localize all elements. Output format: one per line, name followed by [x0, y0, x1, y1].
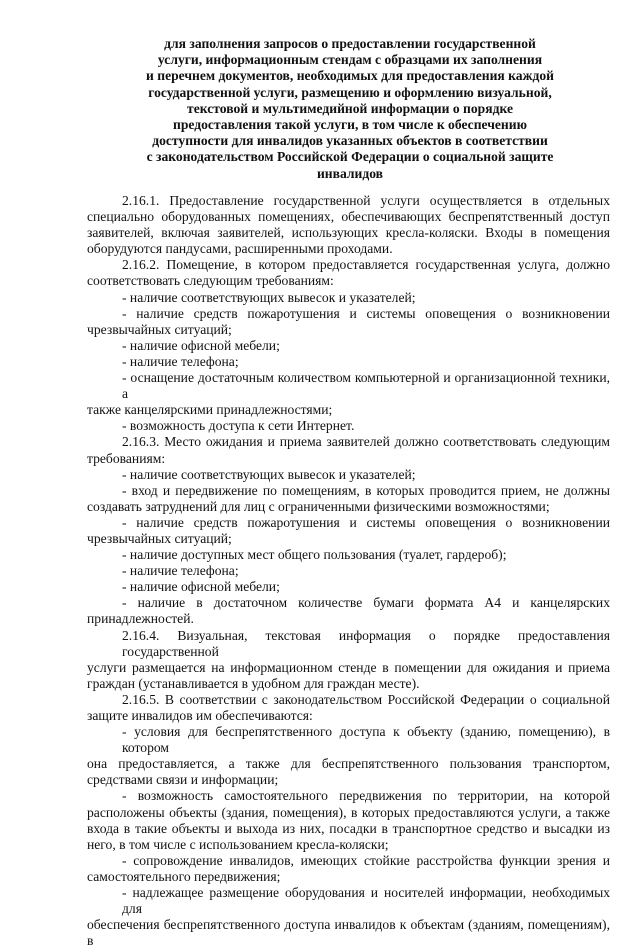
body-line: 2.16.4. Визуальная, текстовая информация о порядке предоставления государственной	[122, 627, 610, 659]
body-line: расположены объекты (здания, помещения), в которых предоставляются услуги, а также	[87, 804, 610, 820]
body-line: - наличие телефона;	[122, 353, 239, 369]
body-line: 2.16.3. Место ожидания и приема заявителей должно соответствовать следующим	[122, 434, 610, 450]
body-line: 2.16.1. Предоставление государственной услуги осуществляется в отдельных	[122, 193, 610, 208]
body-line: - наличие средств пожаротушения и системы оповещения о возникновении	[122, 305, 610, 321]
heading-line: предоставления такой услуги, в том числе к обеспечению	[173, 117, 527, 133]
body-line: - наличие офисной мебели;	[122, 579, 280, 595]
body-line: услуги размещается на информационном стенде в помещении для ожидания и приема	[87, 659, 610, 675]
body-line: чрезвычайных ситуаций;	[87, 530, 232, 546]
body-line: принадлежностей.	[87, 611, 194, 627]
body-line: защите инвалидов им обеспечиваются:	[87, 708, 313, 723]
body-line: входа в такие объекты и выхода из них, посадки в транспортное средство и высадки из	[87, 820, 610, 836]
body-line: 2.16.2. Помещение, в котором предоставляется государственная услуга, должно	[122, 257, 610, 273]
heading-line: государственной услуги, размещению и оформлению визуальной,	[148, 84, 552, 100]
body-line: самостоятельного передвижения;	[87, 868, 281, 884]
body-line: обеспечения беспрепятственного доступа инвалидов к объектам (зданиям, помещениям), в	[87, 917, 610, 949]
body-line: граждан (устанавливается в удобном для граждан месте).	[87, 675, 420, 691]
body-line: специально оборудованных помещениях, обеспечивающих беспрепятственный доступ	[87, 209, 610, 225]
body-line: - возможность доступа к сети Интернет.	[122, 418, 355, 434]
heading-line: доступности для инвалидов указанных объектов в соответствии	[152, 133, 548, 149]
body-line: - оснащение достаточным количеством компьютерной и организационной техники, а	[122, 370, 610, 402]
document-heading	[60, 36, 639, 182]
body-line: - наличие офисной мебели;	[122, 337, 280, 353]
body-line: - наличие телефона;	[122, 563, 239, 579]
heading-line: и перечнем документов, необходимых для предоставления каждой	[146, 68, 554, 84]
heading-line: с законодательством Российской Федерации о социальной защите	[146, 149, 554, 165]
body-line: она предоставляется, а также для беспрепятственного пользования транспортом,	[87, 756, 610, 772]
body-line: - наличие доступных мест общего пользования (туалет, гардероб);	[122, 547, 507, 563]
body-line: требованиям:	[87, 450, 166, 466]
body-line: - сопровождение инвалидов, имеющих стойкие расстройства функции зрения и	[122, 852, 610, 868]
body-line: - возможность самостоятельного передвижения по территории, на которой	[122, 788, 610, 804]
body-line: - наличие средств пожаротушения и системы оповещения о возникновении	[122, 514, 610, 530]
body-line: - условия для беспрепятственного доступа к объекту (зданию, помещению), в котором	[122, 724, 610, 756]
body-line: соответствовать следующим требованиям:	[87, 273, 334, 289]
heading-line: текстовой и мультимедийной информации о порядке	[187, 100, 513, 116]
body-line: заявителей, включая заявителей, использующих кресла-коляски. Входы в помещения	[87, 225, 610, 241]
body-line: 2.16.5. В соответствии с законодательством Российской Федерации о социальной	[122, 691, 610, 707]
body-line: создавать затруднений для лиц с ограниченными физическими возможностями;	[87, 498, 550, 514]
body-line: - наличие в достаточном количестве бумаги формата А4 и канцелярских	[122, 595, 610, 611]
body-line: - наличие соответствующих вывесок и указателей;	[122, 466, 416, 482]
body-line: средствами связи и информации;	[87, 772, 279, 788]
heading-line: для заполнения запросов о предоставлении государственной	[164, 36, 536, 51]
body-line: него, в том числе с использованием кресла-коляски;	[87, 836, 389, 852]
heading-line: услуги, информационным стендам с образцами их заполнения	[157, 52, 543, 68]
body-line: чрезвычайных ситуаций;	[87, 321, 232, 337]
body-line: - надлежащее размещение оборудования и носителей информации, необходимых для	[122, 885, 610, 917]
body-line: - наличие соответствующих вывесок и указателей;	[122, 289, 416, 305]
heading-line: инвалидов	[316, 165, 384, 181]
document-body	[87, 193, 610, 949]
body-line: также канцелярскими принадлежностями;	[87, 402, 333, 418]
body-line: - вход и передвижение по помещениям, в которых проводится прием, не должны	[122, 482, 610, 498]
body-line: оборудуются пандусами, расширенными проходами.	[87, 241, 393, 257]
